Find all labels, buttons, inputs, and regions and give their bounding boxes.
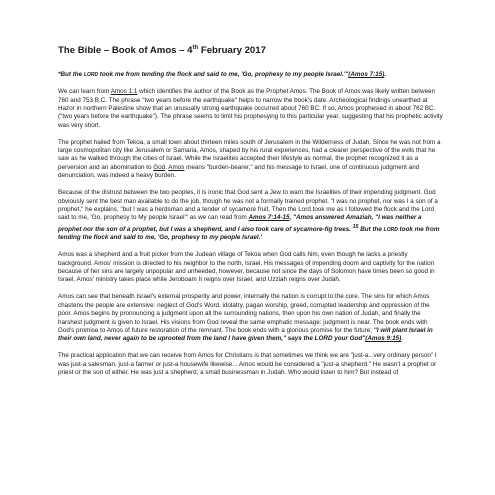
- paragraph-distrust: Because of the distrust between the two peoples, it is ironic that God sent a Jew to warn the Israelites of their impending judgment. God obviously sent the best man available to do the job, though he was not a formally trained prophet. "I was no prophet, nor was I a son of a prophet," he explains, "but I was a herdsman and a tender of sycamore fruit. Then the Lord took me as I followed the flock and the Lord said to me, 'Go, prophesy to My people Israel'" as we can read from Amos 7:14-15, "Amos answered Amaziah, "I was neither a prophet nor the son of a prophet, but I was a shepherd, and I also took care of sycamore-fig trees. $^{15}$ But the LORD took me from tending the flock and said to me, 'Go, prophesy to my people Israel.': [58, 189, 440, 242]
- paragraph-authorship: We can learn from Amos 1:1 which identifies the author of the Book as the Prophet Amos. The Book of Amos was likely written between 760 and 753 B.C. The phrase "two years before the earthquake" helps to narrow the book's date. Archeological findings unearthed at Hazor in northern Palestine show that an unusually strong earthquake occurred about 760 BC. If so, Amos prophesied in about 762 BC. ("two years before the earthquake"). The phrase seems to limit his prophesying to this particular year, suggesting that his prophetic activity was very short.: [58, 88, 443, 129]
- verse-quote: "I will plant Israel in their own land, never again to be uprooted from the land I have given them," says the LORD your God": [58, 326, 433, 343]
- paragraph-shepherd: Amos was a shepherd and a fruit picker from the Judean village of Tekoa when God calls him, even though he lacks a priestly background. Amos' mission is directed to his neighbor to the north, Israel. His messages of impending doom and captivity for the nation because of her sins are largely unpopular and unheeded, however, because not since the days of Solomon have times been so good in Israel. Amos' ministry takes place while Jeroboam II reigns over Israel, and Uzziah reigns over Judah.: [58, 251, 435, 284]
- verse-reference-link[interactable]: Amos 7:14-15: [248, 214, 290, 222]
- page-title: The Bible – Book of Amos – 4th February 2017: [58, 45, 266, 57]
- paragraph-corruption: Amos can see that beneath Israel's external prosperity and power, internally the nation is corrupt to the core. The sins for which Amos chastens the people are extensive: neglect of God's Word, idolatry, pagan worship, greed, corrupted leadership and oppression of the poor. Amos begins by pronouncing a judgment upon all the surrounding nations, then upon his own nation of Judah, and finally the harshest judgment is given to Israel. His visions from God reveal the same emphatic message: judgment is near. The book ends with God's promise to Amos of future restoration of the remnant. The book ends with a glorious promise for the future; "I will plant Israel in their own land, never again to be uprooted from the land I have given them," says the LORD your God"(Amos 9:15).: [58, 293, 433, 343]
- amos-link[interactable]: Amos: [168, 163, 185, 171]
- god-link[interactable]: God: [153, 163, 166, 171]
- footnote-mark: *: [58, 71, 61, 79]
- paragraph-application: The practical application that we can receive from Amos for Christians is that sometimes we think we are "just-a...very ordinary person" I was just-a salesman, just-a farmer or just-a housewife likewise... Amos would be considered a "just-a shepherd." He wasn't a prophet or priest or the son of either. He was just a shepherd, a small businessman in Judah. Who would listen to him? But instead of: [58, 352, 437, 377]
- verse-number: 15: [352, 223, 359, 230]
- verse-reference-link[interactable]: (Amos 9:15): [365, 335, 402, 343]
- epigraph-verse: *But the LORD took me from tending the flock and said to me, 'Go, prophesy to my people Israel.'"(Amos 7:15).: [58, 71, 387, 79]
- verse-reference-link[interactable]: Amos 1:1: [110, 88, 138, 96]
- paragraph-tekoa: The prophet hailed from Tekoa, a small town about thirteen miles south of Jerusalem in the Wilderness of Judah. Since he was not from a large cosmopolitan city like Jerusalem or Samaria, Amos, shaped by his rural experiences, had a clearer perspective of the evils that he saw as he walked through the cities of Israel. While the Israelites accepted their lifestyle as normal, the prophet recognized it as a perversion and an abomination to God. Amos means "burden-bearer," and his message to Israel, one of continuous judgment and denunciation, was indeed a heavy burden.: [58, 138, 441, 180]
- verse-reference[interactable]: (Amos 7:15): [348, 71, 385, 79]
